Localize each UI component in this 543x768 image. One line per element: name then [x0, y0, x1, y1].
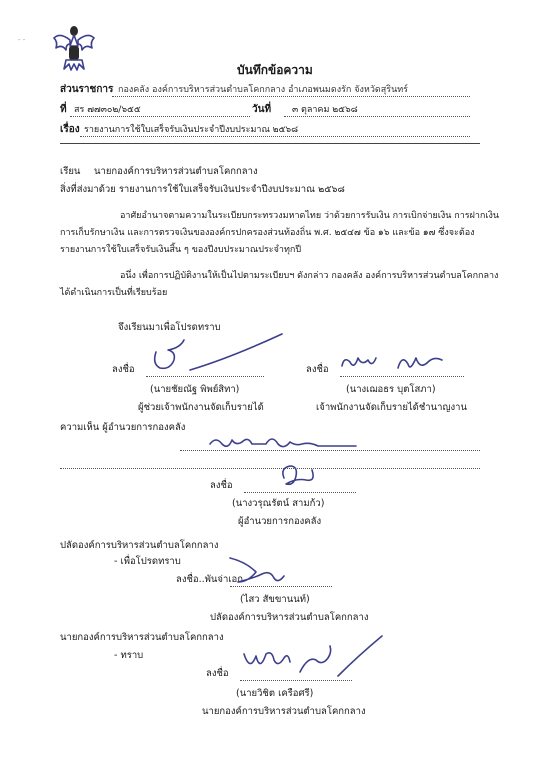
- date-dotted-line: [284, 116, 470, 117]
- deputy-sign-line: ลงชื่อ..พันจ่าเอก: [176, 574, 244, 585]
- ref-label: ที่: [60, 104, 67, 115]
- subject-dotted-line: [80, 136, 470, 137]
- ref-dotted-line: [70, 116, 250, 117]
- sign-prefix-director: ลงชื่อ: [210, 480, 233, 491]
- signature-mayor: [238, 632, 388, 682]
- memo-title: บันทึกข้อความ: [237, 63, 313, 77]
- deputy-note: - เพื่อโปรดทราบ: [114, 556, 181, 567]
- para1-line3: รายงานการใช้ใบเสร็จรับเงินสิ้น ๆ ของปีงบประมาณประจำทุกปี: [60, 245, 302, 255]
- dept-value: กองคลัง องค์การบริหารส่วนตำบลโคกกลาง อำเภอพนมดงรัก จังหวัดสุรินทร์: [118, 85, 408, 95]
- header-divider: [60, 143, 480, 144]
- signature-director: [276, 458, 336, 492]
- signer-right-position: เจ้าพนักงานจัดเก็บรายได้ชำนาญงาน: [316, 402, 468, 413]
- to-label: เรียน: [60, 166, 81, 177]
- dept-dotted-line: [112, 96, 470, 97]
- para2-line1: อนึ่ง เพื่อการปฏิบัติงานให้เป็นไปตามระเบียบฯ ดังกล่าว กองคลัง องค์การบริหารส่วนตำบลโคกกลาง: [120, 271, 499, 281]
- signer-left-name: (นายชัยณัฐ พิพย์สิทา): [150, 384, 240, 395]
- mayor-note: - ทราบ: [114, 650, 144, 661]
- signature-left: [150, 330, 290, 380]
- mayor-position: นายกองค์การบริหารส่วนตำบลโคกกลาง: [202, 706, 366, 717]
- signer-left-position: ผู้ช่วยเจ้าพนักงานจัดเก็บรายได้: [138, 402, 264, 413]
- para1-line1: อาศัยอำนาจตามความในระเบียบกระทรวงมหาดไทย ว่าด้วยการรับเงิน การเบิกจ่ายเงิน การฝากเงิน: [120, 211, 499, 221]
- date-value: ๓ ตุลาคม ๒๕๖๘: [292, 105, 358, 115]
- deputy-position: ปลัดองค์การบริหารส่วนตำบลโคกกลาง: [210, 612, 369, 623]
- para1-line2: การเก็บรักษาเงิน และการตรวจเงินขององค์กรปกครองส่วนท้องถิ่น พ.ศ. ๒๕๔๗ ข้อ ๑๖ และข้อ ๑๗ ซึ่งจะต้อง: [60, 228, 475, 238]
- closing-line: จึงเรียนมาเพื่อโปรดทราบ: [118, 322, 221, 333]
- sign-prefix-right: ลงชื่อ: [306, 364, 329, 375]
- signature-deputy: [226, 548, 326, 592]
- sign-prefix-mayor: ลงชื่อ: [206, 668, 229, 679]
- garuda-emblem-icon: [52, 22, 96, 72]
- subject-label: เรื่อง: [60, 124, 80, 135]
- director-name: (นางวรุณรัตน์ สามก้ว): [232, 498, 325, 509]
- opinion-handwriting: [206, 428, 366, 454]
- sign-line-director: [244, 492, 356, 493]
- opinion-line-2: [60, 468, 480, 469]
- deputy-to: ปลัดองค์การบริหารส่วนตำบลโคกกลาง: [60, 540, 219, 551]
- signer-right-name: (นางเฌอธร บุตโสภา): [346, 384, 436, 395]
- ref-value: สร ๗๗๓๐๒/๖๕๕: [74, 105, 141, 115]
- subject-value: รายงานการใช้ใบเสร็จรับเงินประจำปีงบประมาณ ๒๕๖๘: [84, 125, 299, 135]
- dept-label: ส่วนราชการ: [60, 84, 114, 95]
- mayor-to: นายกองค์การบริหารส่วนตำบลโคกกลาง: [60, 632, 224, 643]
- to-value: นายกองค์การบริหารส่วนตำบลโคกกลาง: [94, 166, 258, 177]
- director-position: ผู้อำนวยการกองคลัง: [238, 516, 322, 527]
- mayor-name: (นายวิชิต เครือศรี): [236, 688, 314, 699]
- sign-prefix-left: ลงชื่อ: [112, 364, 135, 375]
- signature-right: [338, 344, 448, 380]
- memo-page: - - บันทึกข้อความ ส่วนราชการ กองคลัง องค์การบริหารส่วนตำบลโคกกลาง อำเภอพนมดงรัก จังหวัดสุรินทร์ ที่ สร ๗๗๓๐๒/๖๕๕ วันที่ ๓ ตุลาคม ๒๕๖๘ เรื่อง รายงานการใช้ใบเสร็จรับเงินประจำปีงบประมาณ ๒๕๖๘ เรียน นายกองค์การบริหารส่วนตำบลโคกกลาง สิ่งที่ส่งมาด้วย รายงานการใช้ใบเสร็จรับเงินประจำปีงบประมาณ ๒๕๖๘ อาศัยอำนาจตามความในระเบียบกระทรวงมหาดไทย ว่าด้วยการรับเงิน การเบิกจ่ายเงิน การฝากเงิน การเก็บรักษาเงิน และการตรวจเงินขององค์กรปกครองส่วนท้องถิ่น พ.ศ. ๒๕๔๗ ข้อ ๑๖ และข้อ ๑๗ ซึ่งจะต้อง รายงานการใช้ใบเสร็จรับเงินสิ้น ๆ ของปีงบประมาณประจำทุกปี อนึ่ง เพื่อการปฏิบัติงานให้เป็นไปตามระเบียบฯ ดังกล่าว กองคลัง องค์การบริหารส่วนตำบลโคกกลาง ได้ดำเนินการเป็นที่เรียบร้อย จึงเรียนมาเพื่อโปรดทราบ ลงชื่อ (นายชัยณัฐ พิพย์สิทา) ผู้ช่วยเจ้าพนักงานจัดเก็บรายได้ ลงชื่อ (นางเฌอธร บุตโสภา) เจ้าพนักงานจัดเก็บรายได้ชำนาญงาน ความเห็น ผู้อำนวยการกองคลัง ลงชื่อ (นางวรุณรัตน์ สามก้ว) ผู้อำนวยการกองคลัง ปลัดองค์การบริหารส่วนตำบลโคกกลาง - เพื่อโปรดทราบ ลงชื่อ..พันจ่าเอก (ไสว สัขขานนท์) ปลัดองค์การบริหารส่วนตำบลโคกกลาง นายกองค์การบริหารส่วนตำบลโคกกลาง - ทราบ ลงชื่อ (นายวิชิต เครือศรี) นายกองค์การบริหารส่วนตำบลโคกกลาง: [0, 0, 543, 768]
- deputy-name: (ไสว สัขขานนท์): [240, 594, 310, 605]
- attachment-line: สิ่งที่ส่งมาด้วย รายงานการใช้ใบเสร็จรับเงินประจำปีงบประมาณ ๒๕๖๘: [60, 184, 345, 195]
- para2-line2: ได้ดำเนินการเป็นที่เรียบร้อย: [60, 288, 168, 298]
- opinion-label: ความเห็น ผู้อำนวยการกองคลัง: [60, 422, 186, 433]
- date-label: วันที่: [252, 104, 272, 115]
